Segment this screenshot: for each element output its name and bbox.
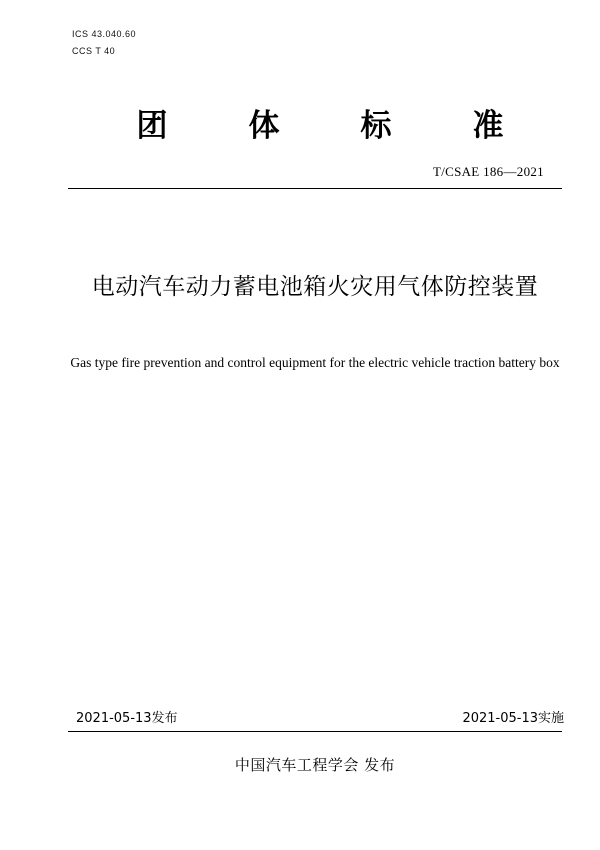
standard-type-char: 标 [360, 108, 392, 144]
standard-number: T/CSAE 186—2021 [432, 164, 544, 179]
top-divider [68, 188, 562, 189]
standard-type-char: 体 [248, 108, 280, 144]
publisher: 中国汽车工程学会 发布 [234, 756, 396, 774]
ccs-code: CCS T 40 [72, 46, 116, 56]
ics-code: ICS 43.040.60 [72, 29, 137, 39]
standard-type-char: 团 [136, 108, 168, 144]
standard-type-heading [120, 104, 520, 148]
bottom-divider [68, 731, 562, 732]
standard-type-char: 准 [472, 108, 504, 144]
document-title-english: Gas type fire prevention and control equipment for the electric vehicle traction battery box [70, 355, 560, 370]
implementation-date: 2021-05-13实施 [462, 711, 564, 726]
document-title-chinese: 电动汽车动力蓄电池箱火灾用气体防控装置 [91, 274, 539, 300]
issue-date: 2021-05-13发布 [76, 711, 178, 726]
